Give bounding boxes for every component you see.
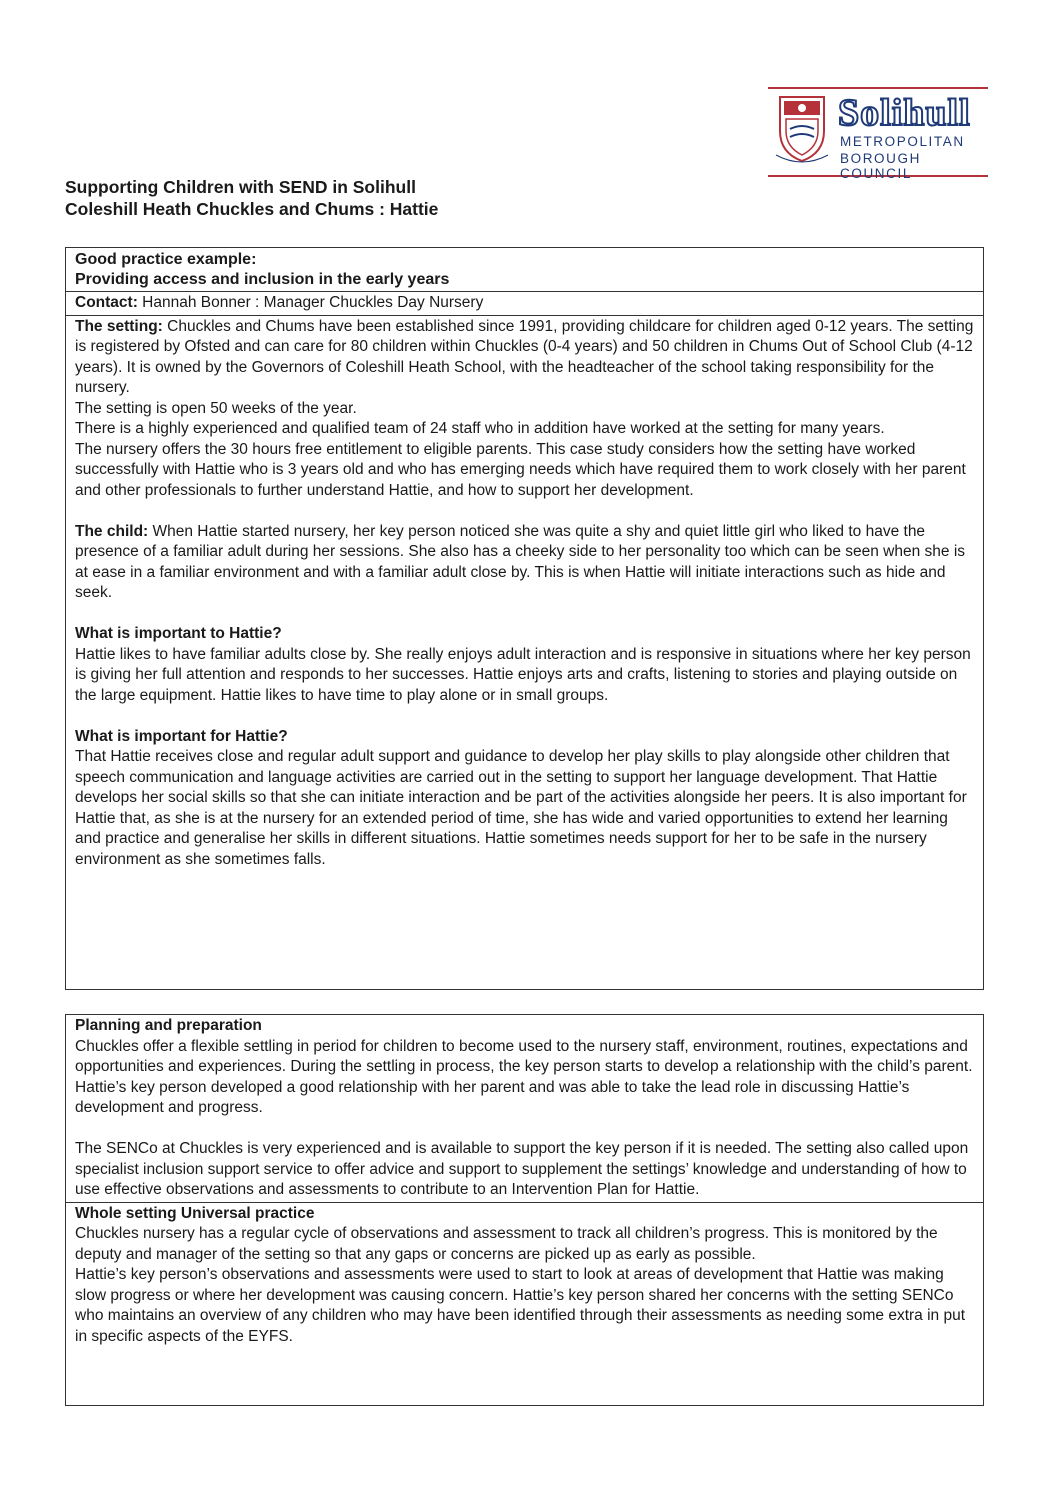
setting-paragraph-3: There is a highly experienced and qualified team of 24 staff who in addition have worked at the setting for many years. [75,420,885,437]
contact-value: Hannah Bonner : Manager Chuckles Day Nursery [137,294,484,311]
document-title [65,176,438,220]
child-paragraph: The child: When Hattie started nursery, her key person noticed she was quite a shy and quiet little girl who liked to have the presence of a familiar adult during her sessions. She also has a cheeky side to her personality too which can be seen when she is at ease in a familiar environment and with a familiar adult close by. This is when Hattie will initiate interactions such as hide and seek. [75,522,966,601]
heading-line-1: Good practice example: [75,251,257,268]
important-for-heading: What is important for Hattie? [75,727,288,745]
important-for-paragraph: That Hattie receives close and regular adult support and guidance to develop her play skills to play alongside other children that speech communication and language activities are carried out in the setting to support her language development. That Hattie develops her social skills so that she can initiate interaction and be part of the activities alongside her peers. It is also important for Hattie that, as she is at the nursery for an extended period of time, she has wide and varied opportunities to extend her learning and practice and generalise her skills in different situations. Hattie sometimes needs support for her to be safe in the nursery environment as she sometimes falls. [75,748,967,868]
child-label: The child: [75,522,149,540]
logo-subtitle-line2: BOROUGH COUNCIL [840,151,921,181]
planning-paragraph-2: The SENCo at Chuckles is very experienced and is available to support the key person if it is needed. The setting also called upon specialist inclusion support service to offer advice and support to supplement the settings’ knowledge and understanding of how to use effective observations and assessments to contribute to an Intervention Plan for Hattie. [75,1140,969,1198]
planning-paragraph-1: Chuckles offer a flexible settling in period for children to become used to the nursery staff, environment, routines, expectations and opportunities and experiences. During the settling in process, the key person starts to develop a relationship with the child’s parent. Hattie’s key person developed a good relationship with her parent and was able to take the lead role in discussing Hattie’s development and progress. [75,1037,973,1116]
setting-label: The setting: [75,317,163,335]
universal-paragraph-1: Chuckles nursery has a regular cycle of observations and assessment to track all children’s progress. This is monitored by the deputy and manager of the setting so that any gaps or concerns are picked up as early as possible. [75,1225,938,1263]
universal-paragraph-2: Hattie’s key person’s observations and assessments were used to start to look at areas of development that Hattie was making slow progress or where her development was causing concern. Hattie’s key person shared her concerns with the setting SENCo who maintains an overview of any children who may have been identified through their assessments as needing some extra in put in specific aspects of the EYFS. [75,1266,966,1345]
title-line-2: Coleshill Heath Chuckles and Chums : Hattie [65,199,439,219]
title-line-1: Supporting Children with SEND in Solihull [65,177,416,197]
important-to-heading: What is important to Hattie? [75,625,282,642]
good-practice-box [65,247,984,990]
universal-heading: Whole setting Universal practice [75,1204,315,1222]
contact-label: Contact: [75,294,138,311]
setting-paragraph-1: The setting: Chuckles and Chums have been established since 1991, providing childcare for children aged 0-12 years. The setting is registered by Ofsted and can care for 80 children within Chuckles (0-4 years) and 50 children in Chums Out of School Club (4-12 years). It is owned by the Governors of Coleshill Heath School, with the headteacher of the school taking responsibility for the nursery. [75,317,974,396]
setting-content [66,316,983,872]
contact-row [66,292,983,316]
important-to-paragraph: Hattie likes to have familiar adults close by. She really enjoys adult interaction and is responsive in situations where her key person is giving her full attention and responds to her successes. Hattie enjoys arts and crafts, listening to stories and playing outside on the large equipment. Hattie likes to have time to play alone or in small groups. [75,645,971,704]
logo-subtitle-line1: METROPOLITAN [840,134,965,149]
heading-line-2: Providing access and inclusion in the early years [75,271,450,288]
council-crest-icon [772,93,832,165]
good-practice-heading [66,248,983,292]
council-logo [768,87,988,181]
setting-paragraph-2: The setting is open 50 weeks of the year. [75,399,357,417]
planning-heading: Planning and preparation [75,1017,262,1034]
planning-section [66,1015,983,1203]
universal-section [66,1203,983,1349]
logo-brand-text: Solihull [838,92,971,134]
practice-box [65,1014,984,1406]
setting-paragraph-4: The nursery offers the 30 hours free entitlement to eligible parents. This case study considers how the setting have worked successfully with Hattie who is 3 years old and who has emerging needs which have required them to work closely with her parent and other professionals to further understand Hattie, and how to support her development. [75,440,966,499]
